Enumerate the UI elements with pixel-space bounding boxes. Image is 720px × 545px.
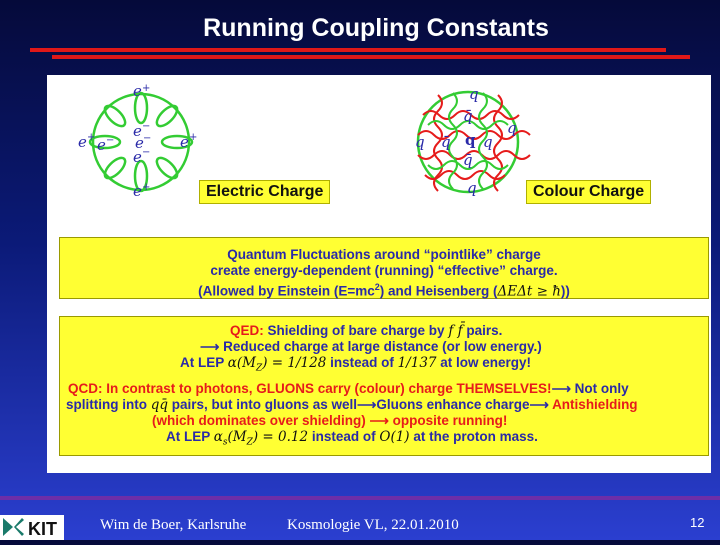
kit-logo-icon bbox=[0, 515, 64, 540]
svg-text:e: e bbox=[133, 148, 142, 166]
box1-line1: Quantum Fluctuations around “pointlike” charge bbox=[227, 247, 541, 262]
svg-text:e: e bbox=[133, 122, 142, 140]
svg-text:−: − bbox=[143, 133, 152, 144]
footer-author: Wim de Boer, Karlsruhe bbox=[100, 517, 247, 533]
svg-text:e: e bbox=[133, 182, 142, 200]
svg-text:q: q bbox=[465, 131, 476, 149]
svg-text:q: q bbox=[467, 179, 477, 197]
title-underline-bottom bbox=[52, 55, 690, 59]
svg-text:+: + bbox=[142, 83, 151, 94]
qed-line2: ⟶ Reduced charge at large distance (or low energy.) bbox=[200, 339, 542, 354]
svg-text:q̄: q̄ bbox=[441, 133, 451, 151]
qcd-vacuum-diagram bbox=[403, 85, 533, 200]
svg-text:KIT: KIT bbox=[28, 519, 57, 539]
svg-text:+: + bbox=[189, 132, 198, 143]
kit-logo bbox=[0, 515, 64, 540]
slide-title: Running Coupling Constants bbox=[203, 14, 549, 42]
svg-text:q: q bbox=[507, 119, 517, 137]
colour-charge-label: Colour Charge bbox=[526, 180, 651, 204]
qed-vacuum-diagram bbox=[75, 80, 205, 200]
svg-text:q: q bbox=[415, 133, 425, 151]
qcd-line4: At LEP $\alpha_s(M_Z) = 0.12$ instead of O(1) at the proton mass. bbox=[166, 428, 538, 448]
qed-line3: At LEP $\alpha(M_Z) = 1/128$ instead of 1/137 at low energy! bbox=[180, 355, 532, 374]
svg-text:+: + bbox=[142, 182, 151, 193]
svg-text:e: e bbox=[180, 133, 189, 151]
svg-text:+: + bbox=[87, 132, 96, 143]
svg-text:−: − bbox=[142, 147, 151, 158]
box1-line3: (Allowed by Einstein $(E=mc^2)$ and Heisenberg (ΔEΔt ≥ ħ)) bbox=[198, 282, 570, 300]
qcd-line3: (which dominates over shielding) ⟶ opposite running! bbox=[152, 412, 508, 428]
title-underline-top bbox=[30, 48, 666, 52]
box1-line2: create energy-dependent (running) “effective” charge. bbox=[210, 263, 558, 278]
svg-text:−: − bbox=[106, 135, 115, 146]
footer-course: Kosmologie VL, 22.01.2010 bbox=[287, 517, 459, 533]
svg-text:e: e bbox=[97, 136, 106, 154]
svg-text:q̄: q̄ bbox=[463, 107, 473, 125]
svg-text:e: e bbox=[135, 134, 144, 152]
qcd-line1: QCD: In contrast to photons, GLUONS carry (colour) charge THEMSELVES!⟶ Not only bbox=[68, 380, 629, 396]
qed-qcd-box bbox=[59, 316, 709, 456]
svg-text:q: q bbox=[483, 133, 493, 151]
svg-text:e: e bbox=[78, 133, 87, 151]
qed-line1: QED: Shielding of bare charge by f f̄ pairs. bbox=[230, 323, 503, 339]
electric-charge-label: Electric Charge bbox=[199, 180, 330, 204]
quantum-fluctuations-box bbox=[59, 237, 709, 299]
svg-text:q: q bbox=[469, 85, 479, 103]
page-number: 12 bbox=[690, 515, 705, 530]
svg-text:−: − bbox=[142, 121, 151, 132]
qcd-line2: splitting into qq̄ pairs, but into gluons as well⟶Gluons enhance charge⟶ Antishielding bbox=[66, 396, 638, 413]
footer-divider bbox=[0, 496, 720, 500]
svg-text:e: e bbox=[133, 82, 142, 100]
svg-text:q̄: q̄ bbox=[463, 151, 473, 169]
